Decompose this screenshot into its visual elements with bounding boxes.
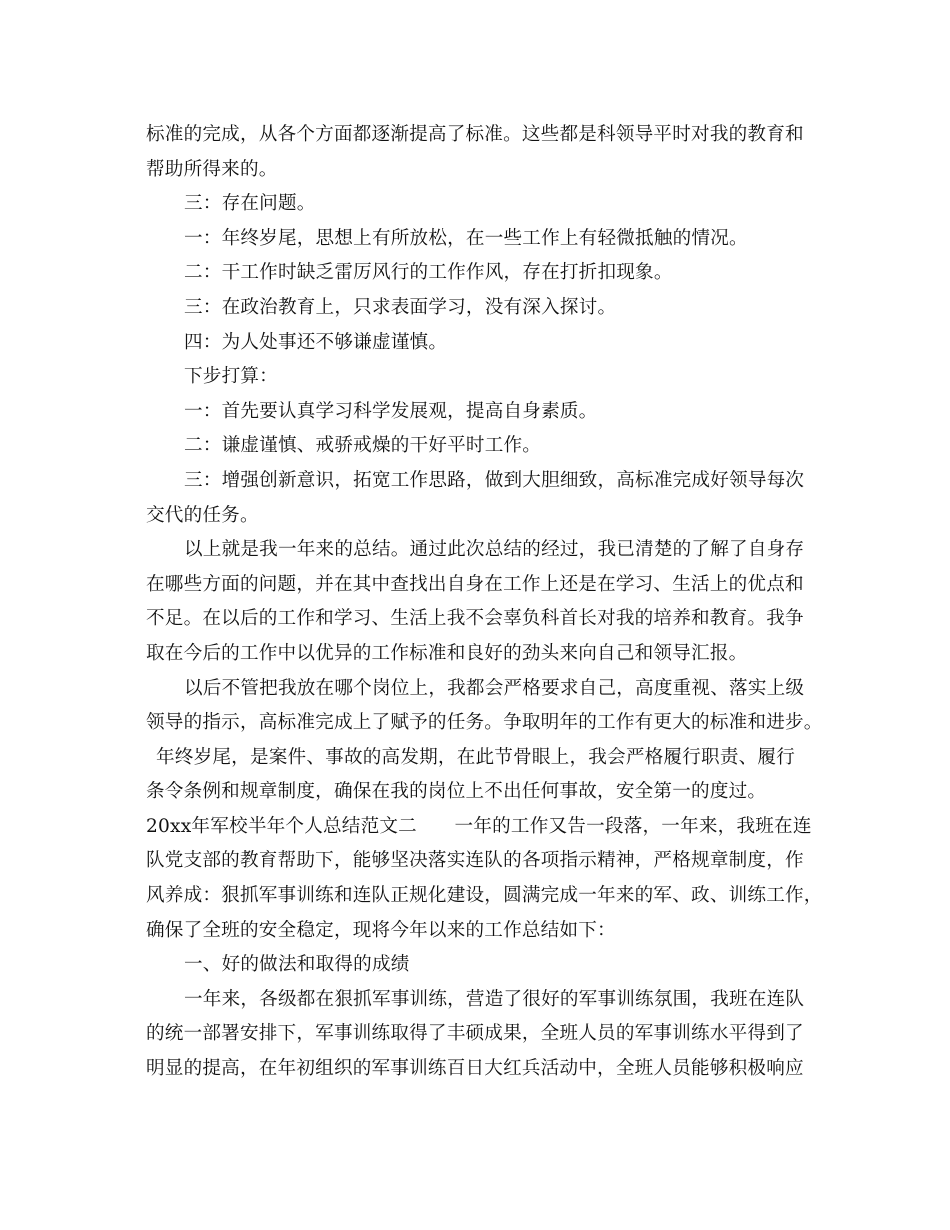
text-line: 确保了全班的安全稳定，现将今年以来的工作总结如下： (146, 919, 616, 941)
text-line: 二：干工作时缺乏雷厉风行的工作作风，存在打折扣现象。 (184, 262, 673, 284)
text-line: 标准的完成，从各个方面都逐渐提高了标准。这些都是科领导平时对我的教育和 (146, 124, 804, 145)
text-line: 二：谦虚谨慎、戒骄戒燥的干好平时工作。 (184, 435, 542, 457)
text-line: 风养成：狠抓军事训练和连队正规化建设，圆满完成一年来的军、政、训练工作， (146, 885, 823, 907)
document-body (146, 118, 823, 1087)
text-line: 队党支部的教育帮助下，能够坚决落实连队的各项指示精神，严格规章制度，作 (146, 850, 804, 872)
text-line: 一：首先要认真学习科学发展观，提高自身素质。 (184, 400, 598, 422)
text-line: 以上就是我一年来的总结。通过此次总结的经过，我已清楚的了解了自身存 (184, 539, 805, 561)
text-line: 以后不管把我放在哪个岗位上，我都会严格要求自己，高度重视、落实上级 (184, 677, 805, 699)
text-line: 明显的提高，在年初组织的军事训练百日大红兵活动中，全班人员能够积极响应 (146, 1058, 804, 1080)
text-line: 一：年终岁尾，思想上有所放松，在一些工作上有轻微抵触的情况。 (184, 227, 748, 249)
text-line: 年终岁尾，是案件、事故的高发期，在此节骨眼上，我会严格履行职责、履行 (156, 746, 795, 768)
article-title-line: 20xx年军校半年个人总结范文二 一年的工作又告一段落，一年来，我班在连 (146, 815, 812, 837)
text-line: 帮助所得来的。 (146, 158, 278, 180)
text-line: 领导的指示，高标准完成上了赋予的任务。争取明年的工作有更大的标准和进步。 (146, 712, 823, 734)
text-line: 的统一部署安排下，军事训练取得了丰硕成果，全班人员的军事训练水平得到了 (146, 1023, 804, 1045)
text-line: 条令条例和规章制度，确保在我的岗位上不出任何事故，安全第一的度过。 (146, 781, 767, 803)
section-heading: 下步打算： (184, 366, 278, 388)
section-heading: 三：存在问题。 (184, 193, 316, 215)
text-line: 交代的任务。 (146, 504, 259, 526)
text-line: 一年来，各级都在狠抓军事训练，营造了很好的军事训练氛围，我班在连队 (184, 988, 805, 1010)
text-line: 取在今后的工作中以优异的工作标准和良好的劲头来向自己和领导汇报。 (146, 642, 748, 664)
section-heading: 一、好的做法和取得的成绩 (184, 954, 410, 976)
text-line: 三：在政治教育上，只求表面学习，没有深入探讨。 (184, 296, 617, 318)
text-line: 不足。在以后的工作和学习、生活上我不会辜负科首长对我的培养和教育。我争 (146, 608, 804, 630)
text-line: 三：增强创新意识，拓宽工作思路，做到大胆细致，高标准完成好领导每次 (184, 469, 805, 491)
text-line: 在哪些方面的问题，并在其中查找出自身在工作上还是在学习、生活上的优点和 (146, 573, 804, 595)
text-line: 四：为人处事还不够谦虚谨慎。 (184, 331, 448, 353)
